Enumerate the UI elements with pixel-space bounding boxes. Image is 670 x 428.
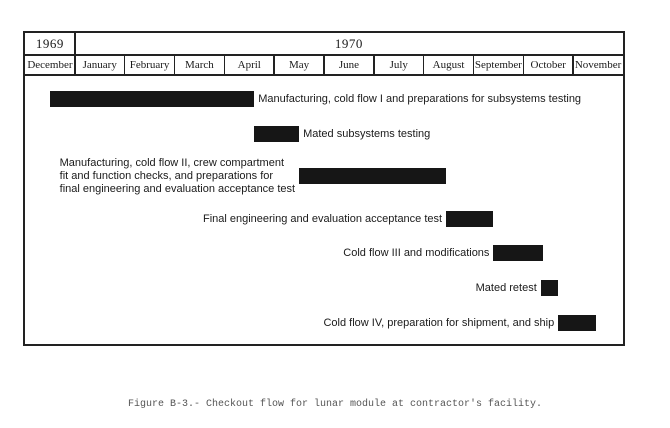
- month-header-june: June: [338, 59, 359, 71]
- month-divider: [373, 55, 375, 75]
- task-label: Mated subsystems testing: [303, 127, 431, 140]
- task-label: Manufacturing, cold flow I and preparations for subsystems testing: [258, 92, 582, 105]
- task-bar: [446, 211, 493, 227]
- month-header-january: January: [82, 59, 117, 71]
- month-divider: [124, 55, 126, 75]
- month-header-december: December: [27, 59, 73, 71]
- figure-caption: Figure B-3.- Checkout flow for lunar module at contractor's facility.: [127, 399, 543, 410]
- task-bar: [558, 315, 595, 331]
- month-divider: [523, 55, 525, 75]
- task-bar: [493, 245, 543, 261]
- month-header-february: February: [129, 59, 170, 71]
- month-header-april: April: [237, 59, 261, 71]
- month-header-may: May: [288, 59, 310, 71]
- month-header-august: August: [432, 59, 465, 71]
- task-label: Final engineering and evaluation acceptance test: [202, 212, 443, 225]
- month-divider: [473, 55, 475, 75]
- year-header-1970: 1970: [334, 36, 363, 51]
- month-header-march: March: [185, 59, 214, 71]
- month-header-september: September: [474, 59, 522, 71]
- gantt-chart: [23, 31, 625, 346]
- task-label: Manufacturing, cold flow II, crew compartment fit and function checks, and preparations for final engineering and evaluation acceptance test: [59, 156, 296, 195]
- task-bar: [254, 126, 299, 142]
- task-bar: [299, 168, 446, 184]
- task-label: Cold flow IV, preparation for shipment, and ship: [323, 316, 555, 329]
- month-divider: [224, 55, 226, 75]
- month-divider: [423, 55, 425, 75]
- task-bar: [541, 280, 558, 296]
- month-header-november: November: [574, 59, 622, 71]
- month-divider: [273, 55, 275, 75]
- month-header-july: July: [389, 59, 408, 71]
- task-label: Cold flow III and modifications: [343, 246, 490, 259]
- month-divider: [74, 55, 76, 75]
- month-divider: [174, 55, 176, 75]
- task-label: Mated retest: [475, 281, 537, 294]
- month-divider: [323, 55, 325, 75]
- year-header-1969: 1969: [35, 36, 64, 51]
- month-header-october: October: [530, 59, 566, 71]
- month-divider: [572, 55, 574, 75]
- task-bar: [50, 91, 254, 107]
